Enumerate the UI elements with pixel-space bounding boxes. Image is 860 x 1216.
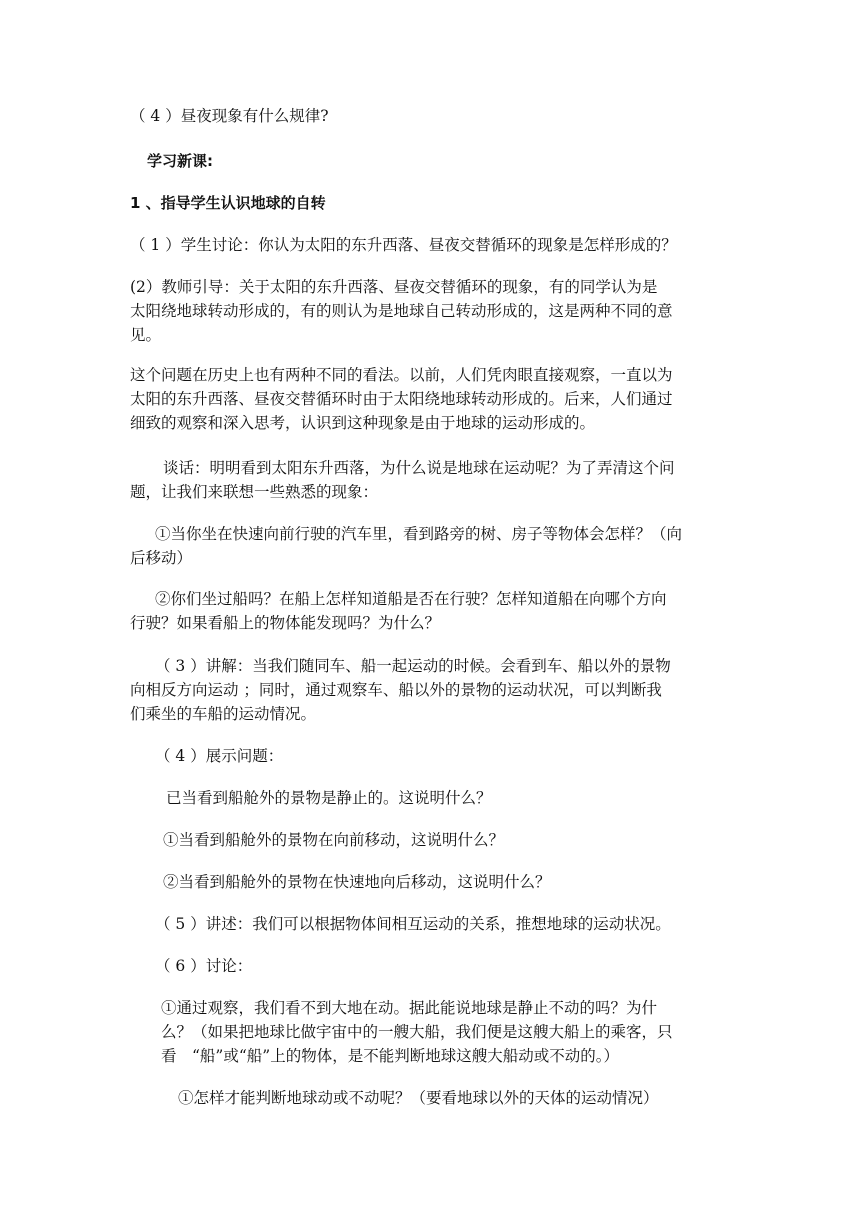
text-line: 么？（如果把地球比做宇宙中的一艘大船，我们便是这艘大船上的乘客，只 (161, 1023, 673, 1041)
text-line: 太阳的东升西落、昼夜交替循环时由于太阳绕地球转动形成的。后来，人们通过 (130, 390, 673, 408)
question-backward-scenery: ②当看到船舱外的景物在快速地向后移动，这说明什么？ (163, 873, 551, 891)
paragraph-student-discussion: （ 1 ）学生讨论：你认为太阳的东升西落、昼夜交替循环的现象是怎样形成的？ (130, 236, 677, 254)
paragraph-narration-5: （ 5 ）讲述：我们可以根据物体间相互运动的关系，推想地球的运动状况。 (155, 915, 671, 933)
paragraph-discussion-6: （ 6 ）讨论： (155, 957, 253, 975)
text-line: 看 “船”或“船”上的物体，是不能判断地球这艘大船动或不动的。） (161, 1047, 619, 1065)
text-line: (2）教师引导：关于太阳的东升西落、昼夜交替循环的现象，有的同学认为是 (130, 278, 658, 296)
text-line: ②你们坐过船吗？在船上怎样知道船是否在行驶？怎样知道船在向哪个方向 (155, 590, 667, 608)
text-line: 们乘坐的车船的运动情况。 (130, 705, 317, 723)
text-line: ①当你坐在快速向前行驶的汽车里，看到路旁的树、房子等物体会怎样？（向 (155, 525, 683, 543)
text-line: ①通过观察，我们看不到大地在动。据此能说地球是静止不动的吗？为什 (161, 999, 658, 1017)
section-heading-new-lesson: 学习新课: (147, 152, 213, 170)
paragraph-question-4: （ 4 ）昼夜现象有什么规律? (130, 107, 329, 125)
text-line: 题，让我们来联想一些熟悉的现象： (130, 483, 379, 501)
section-heading-earth-rotation: 1 、指导学生认识地球的自转 (130, 194, 326, 212)
text-line: 谈话：明明看到太阳东升西落，为什么说是地球在运动呢？为了弄清这个问 (163, 459, 675, 477)
text-line: 见。 (130, 326, 162, 344)
paragraph-how-to-judge: ①怎样才能判断地球动或不动呢？（要看地球以外的天体的运动情况） (178, 1089, 659, 1107)
question-forward-scenery: ①当看到船舱外的景物在向前移动，这说明什么？ (163, 831, 505, 849)
text-line: 细致的观察和深入思考，认识到这种现象是由于地球的运动形成的。 (130, 414, 596, 432)
text-line: 这个问题在历史上也有两种不同的看法。以前，人们凭肉眼直接观察，一直以为 (130, 366, 673, 384)
text-line: 向相反方向运动 ；同时，通过观察车、船以外的景物的运动状况，可以判断我 (130, 681, 662, 699)
text-line: 行驶？如果看船上的物体能发现吗？为什么？ (130, 614, 441, 632)
question-static-scenery: 已当看到船舱外的景物是静止的。这说明什么？ (166, 789, 492, 807)
text-line: 后移动） (130, 549, 193, 567)
text-line: （ 3 ）讲解：当我们随同车、船一起运动的时候。会看到车、船以外的景物 (155, 657, 671, 675)
paragraph-show-questions-4: （ 4 ）展示问题： (155, 747, 284, 765)
text-line: 太阳绕地球转动形成的，有的则认为是地球自己转动形成的，这是两种不同的意 (130, 302, 673, 320)
